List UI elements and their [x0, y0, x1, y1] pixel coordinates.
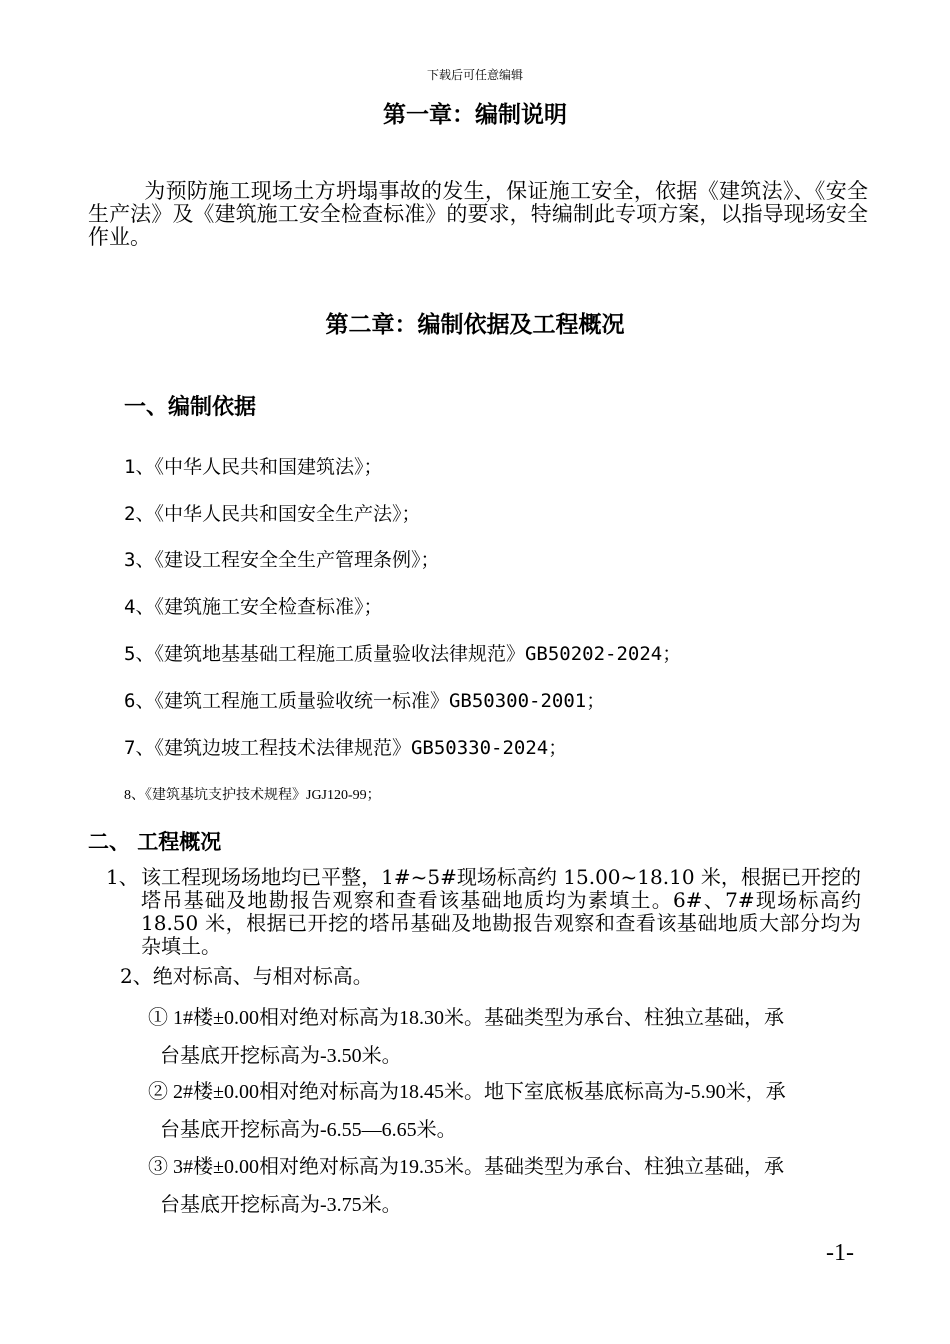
basis-item-8: 8、《建筑基坑支护技术规程》JGJ120-99；: [124, 788, 381, 803]
basis-item-1: 1、《中华人民共和国建筑法》；: [124, 456, 383, 478]
subitem-3-line2: 台基底开挖标高为-3.75米。: [160, 1194, 402, 1216]
basis-item-7: 7、《建筑边坡工程技术法律规范》GB50330-2024；: [124, 737, 568, 759]
basis-item-4: 4、《建筑施工安全检查标准》；: [124, 596, 383, 618]
overview-item1-label: 1、: [106, 865, 139, 889]
basis-item-3: 3、《建设工程安全全生产管理条例》；: [124, 549, 440, 571]
subitem-3-line1: ③ 3#楼±0.00相对绝对标高为19.35米。基础类型为承台、柱独立基础，承: [148, 1156, 784, 1178]
subitem-1-line2: 台基底开挖标高为-3.50米。: [160, 1045, 402, 1067]
chapter1-body-text: 为预防施工现场土方坍塌事故的发生，保证施工安全，依据《建筑法》、《安全生产法》及《建筑施工安全检查标准》的要求，特编制此专项方案，以指导现场安全作业。: [88, 179, 868, 249]
chapter1-body: [88, 180, 868, 249]
basis-item-6: 6、《建筑工程施工质量验收统一标准》GB50300-2001；: [124, 690, 606, 712]
overview-item1-text: 该工程现场场地均已平整，1#~5#现场标高约 15.00~18.10 米，根据已开挖的塔吊基础及地勘报告观察和查看该基础地质均为素填土。6#、7#现场标高约 18.50 米，根据已开挖的塔吊基础及地勘报告观察和查看该基础地质大部分均为杂填土。: [141, 865, 861, 958]
subitem-2-line2: 台基底开挖标高为-6.55—6.65米。: [160, 1119, 457, 1141]
basis-item-2: 2、《中华人民共和国安全生产法》；: [124, 503, 421, 525]
overview-title: 二、 工程概况: [88, 829, 222, 854]
overview-item2: 2、绝对标高、与相对标高。: [120, 964, 373, 988]
page-number: -1-: [826, 1240, 854, 1266]
chapter1-title: 第一章：编制说明: [383, 101, 567, 128]
basis-item-5: 5、《建筑地基基础工程施工质量验收法律规范》GB50202-2024；: [124, 643, 682, 665]
basis-title: 一、编制依据: [124, 394, 257, 420]
subitem-2-line1: ② 2#楼±0.00相对绝对标高为18.45米。地下室底板基底标高为-5.90米，承: [148, 1081, 786, 1103]
header-note: 下载后可任意编辑: [426, 68, 523, 82]
chapter2-title: 第二章：编制依据及工程概况: [325, 311, 625, 338]
subitem-1-line1: ① 1#楼±0.00相对绝对标高为18.30米。基础类型为承台、柱独立基础，承: [148, 1007, 784, 1029]
